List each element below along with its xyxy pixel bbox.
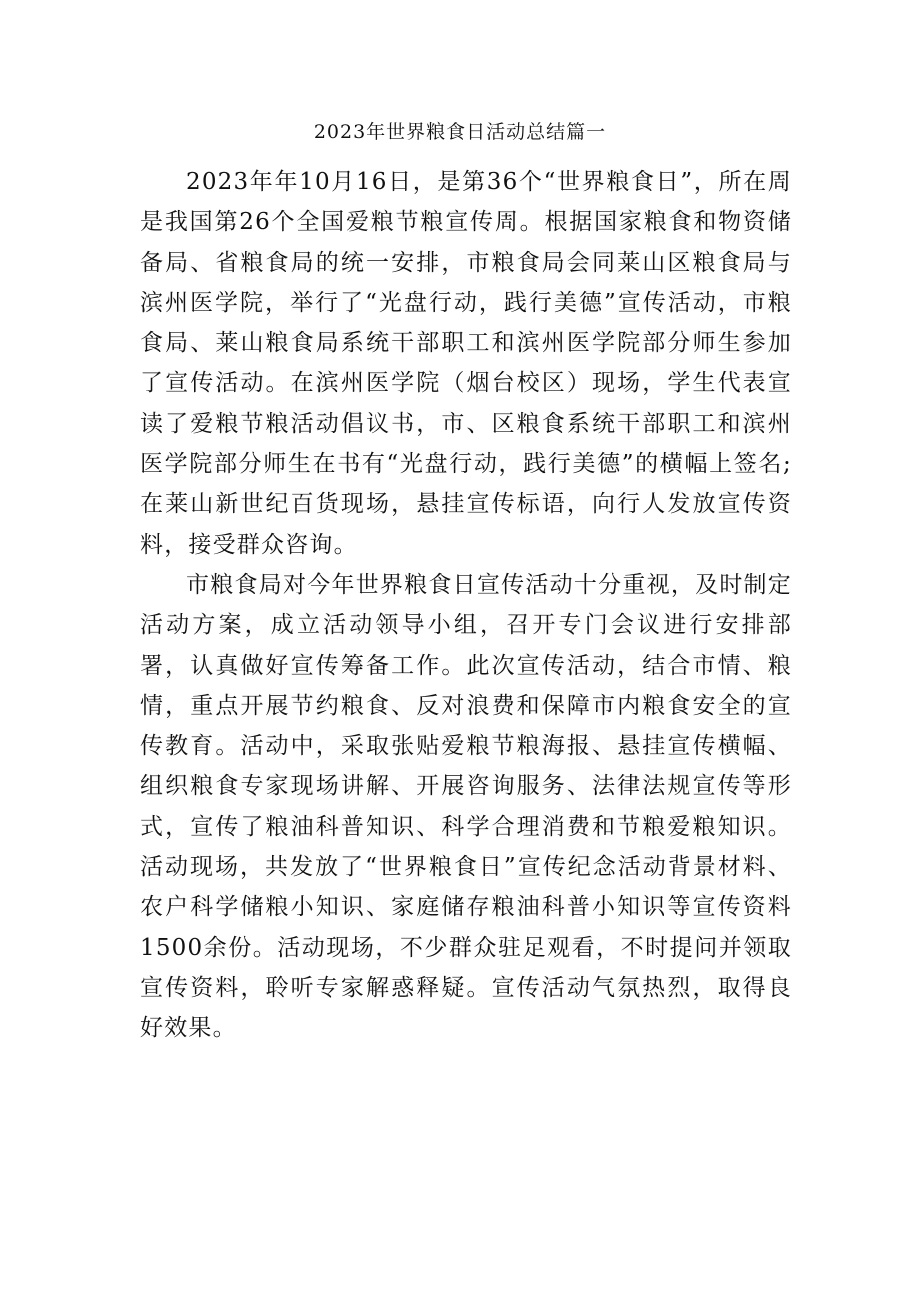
document-title: 2023年世界粮食日活动总结篇一: [313, 121, 607, 143]
paragraph-2: 市粮食局对今年世界粮食日宣传活动十分重视，及时制定活动方案，成立活动领导小组，召开专门会议进行安排部署，认真做好宣传筹备工作。此次宣传活动，结合市情、粮情，重点开展节约粮食、反对浪费和保障市内粮食安全的宣传教育。活动中，采取张贴爱粮节粮海报、悬挂宣传横幅、组织粮食专家现场讲解、开展咨询服务、法律法规宣传等形式，宣传了粮油科普知识、科学合理消费和节粮爱粮知识。活动现场，共发放了“世界粮食日”宣传纪念活动背景材料、农户科学储粮小知识、家庭储存粮油科普小知识等宣传资料1500余份。活动现场，不少群众驻足观看，不时提问并领取宣传资料，聆听专家解惑释疑。宣传活动气氛热烈，取得良好效果。: [140, 571, 792, 1042]
document-body: [140, 162, 792, 1049]
paragraph-1: 2023年年10月16日，是第36个“世界粮食日”，所在周是我国第26个全国爱粮节粮宣传周。根据国家粮食和物资储备局、省粮食局的统一安排，市粮食局会同莱山区粮食局与滨州医学院，举行了“光盘行动，践行美德”宣传活动，市粮食局、莱山粮食局系统干部职工和滨州医学院部分师生参加了宣传活动。在滨州医学院（烟台校区）现场，学生代表宣读了爱粮节粮活动倡议书，市、区粮食系统干部职工和滨州医学院部分师生在书有“光盘行动，践行美德”的横幅上签名;在莱山新世纪百货现场，悬挂宣传标语，向行人发放宣传资料，接受群众咨询。: [140, 169, 792, 558]
